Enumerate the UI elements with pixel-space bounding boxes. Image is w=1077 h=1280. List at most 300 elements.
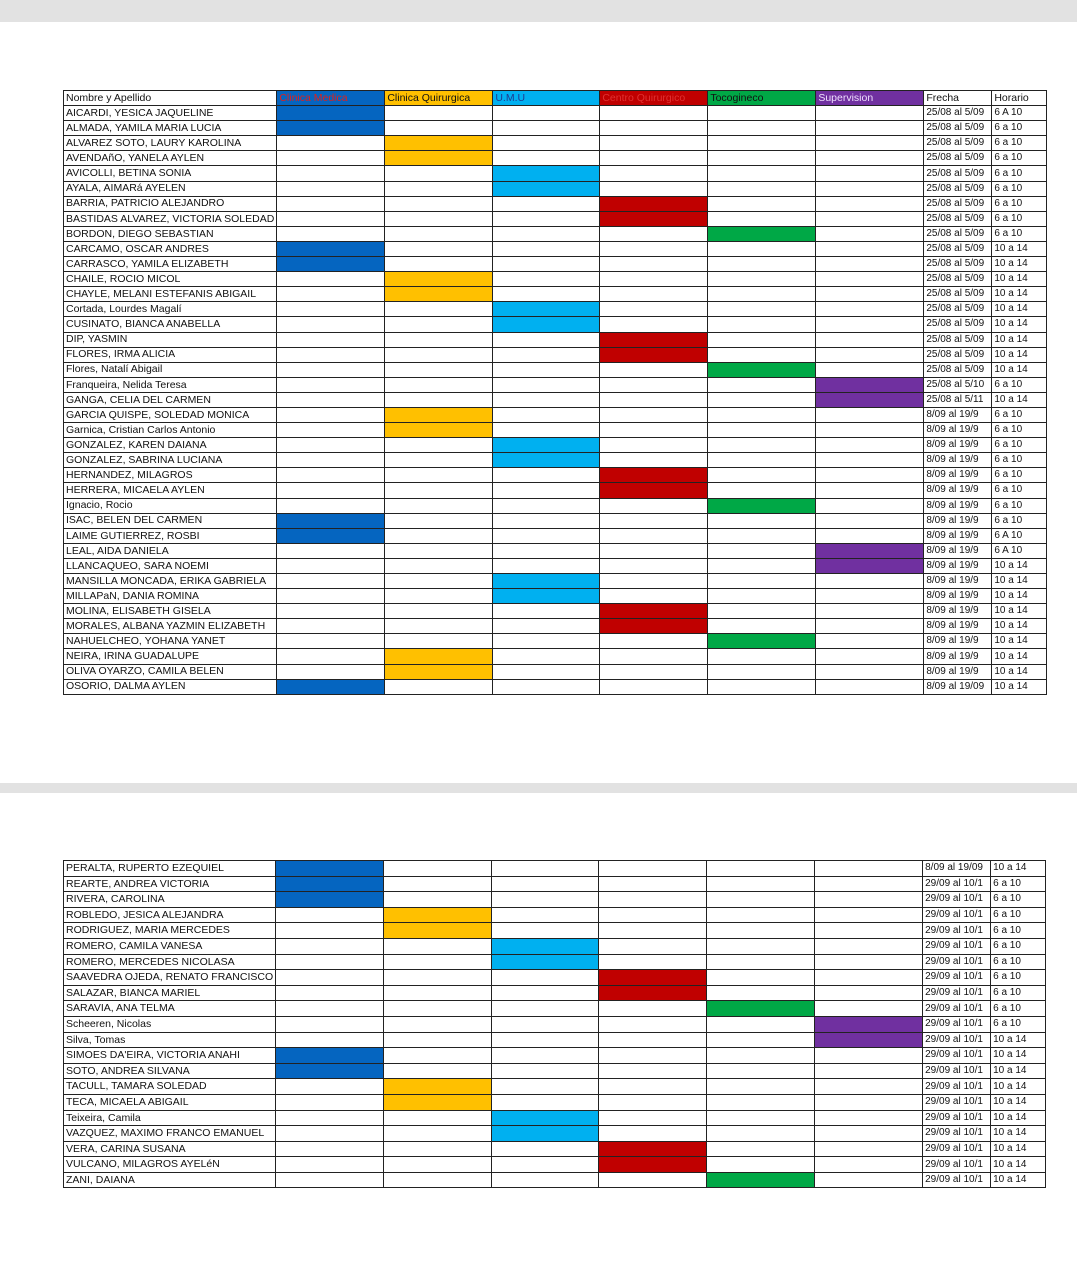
area-cell xyxy=(277,604,385,619)
area-cell xyxy=(277,423,385,438)
fecha-cell: 29/09 al 10/1 xyxy=(923,1094,991,1110)
area-cell xyxy=(708,679,816,694)
area-cell xyxy=(708,332,816,347)
fecha-cell: 29/09 al 10/1 xyxy=(923,1126,991,1142)
fecha-cell: 25/08 al 5/09 xyxy=(924,226,992,241)
assigned-area-cell xyxy=(385,272,493,287)
area-cell xyxy=(276,985,384,1001)
area-cell xyxy=(816,121,924,136)
fecha-cell: 8/09 al 19/9 xyxy=(924,558,992,573)
area-cell xyxy=(492,1063,599,1079)
fecha-cell: 25/08 al 5/09 xyxy=(924,272,992,287)
table-row xyxy=(64,1094,1046,1110)
area-cell xyxy=(708,543,816,558)
area-cell xyxy=(276,1079,384,1095)
horario-cell: 6 a 10 xyxy=(992,196,1047,211)
student-name-text: LEAL, AIDA DANIELA xyxy=(66,544,169,557)
student-name xyxy=(64,151,277,166)
horario-cell: 6 a 10 xyxy=(992,151,1047,166)
area-cell xyxy=(815,907,923,923)
horario-cell: 10 a 14 xyxy=(992,679,1047,694)
table-row xyxy=(64,226,1047,241)
area-cell xyxy=(493,377,600,392)
horario-cell: 6 a 10 xyxy=(991,970,1046,986)
assigned-area-cell xyxy=(384,923,492,939)
area-cell xyxy=(385,241,493,256)
table-row xyxy=(64,106,1047,121)
area-cell xyxy=(708,302,816,317)
table-row xyxy=(64,196,1047,211)
area-cell xyxy=(815,1094,923,1110)
assigned-area-cell xyxy=(493,181,600,196)
area-cell xyxy=(600,136,708,151)
area-cell xyxy=(707,1141,815,1157)
header-area-umu: U.M.U xyxy=(493,91,600,106)
student-name xyxy=(64,226,277,241)
area-cell xyxy=(276,1016,384,1032)
area-cell xyxy=(815,970,923,986)
fecha-cell: 25/08 al 5/09 xyxy=(924,181,992,196)
area-cell xyxy=(600,272,708,287)
area-cell xyxy=(815,1141,923,1157)
assigned-area-cell xyxy=(277,257,385,272)
area-cell xyxy=(708,196,816,211)
fecha-cell: 29/09 al 10/1 xyxy=(923,970,991,986)
student-name xyxy=(64,649,277,664)
area-cell xyxy=(493,558,600,573)
area-cell xyxy=(385,211,493,226)
table-row xyxy=(64,1126,1046,1142)
area-cell xyxy=(492,907,599,923)
student-name-text: CUSINATO, BIANCA ANABELLA xyxy=(66,318,221,331)
table-row xyxy=(64,438,1047,453)
area-cell xyxy=(708,483,816,498)
area-cell xyxy=(599,1032,707,1048)
area-cell xyxy=(385,604,493,619)
area-cell xyxy=(493,528,600,543)
area-cell xyxy=(277,332,385,347)
area-cell xyxy=(493,423,600,438)
student-name xyxy=(64,679,277,694)
area-cell xyxy=(600,362,708,377)
area-cell xyxy=(815,1001,923,1017)
horario-cell: 10 a 14 xyxy=(991,1032,1046,1048)
area-cell xyxy=(493,468,600,483)
area-cell xyxy=(816,166,924,181)
area-cell xyxy=(599,1172,707,1188)
area-cell xyxy=(277,151,385,166)
table-row xyxy=(64,302,1047,317)
student-name-text: NEIRA, IRINA GUADALUPE xyxy=(66,650,200,663)
assigned-area-cell xyxy=(385,407,493,422)
area-cell xyxy=(385,106,493,121)
fecha-cell: 25/08 al 5/09 xyxy=(924,332,992,347)
student-name xyxy=(64,513,277,528)
area-cell xyxy=(816,211,924,226)
fecha-cell: 8/09 al 19/9 xyxy=(924,604,992,619)
fecha-cell: 25/08 al 5/09 xyxy=(924,166,992,181)
assigned-area-cell xyxy=(492,954,599,970)
area-cell xyxy=(600,498,708,513)
student-name-text: ROMERO, CAMILA VANESA xyxy=(66,940,203,953)
area-cell xyxy=(277,226,385,241)
student-name-text: MILLAPaN, DANIA ROMINA xyxy=(66,589,200,602)
area-cell xyxy=(492,970,599,986)
student-name-text: NAHUELCHEO, YOHANA YANET xyxy=(66,635,226,648)
table-row xyxy=(64,468,1047,483)
area-cell xyxy=(493,543,600,558)
area-cell xyxy=(277,664,385,679)
table-row xyxy=(64,892,1046,908)
table-row xyxy=(64,166,1047,181)
area-cell xyxy=(708,453,816,468)
area-cell xyxy=(385,121,493,136)
table-row xyxy=(64,938,1046,954)
area-cell xyxy=(708,347,816,362)
area-cell xyxy=(600,151,708,166)
fecha-cell: 8/09 al 19/9 xyxy=(924,438,992,453)
area-cell xyxy=(600,679,708,694)
area-cell xyxy=(707,1157,815,1173)
page-separator xyxy=(0,783,1077,793)
area-cell xyxy=(816,498,924,513)
area-cell xyxy=(493,483,600,498)
student-name-text: SAAVEDRA OJEDA, RENATO FRANCISCO xyxy=(66,971,274,984)
area-cell xyxy=(600,121,708,136)
student-name xyxy=(64,861,276,877)
area-cell xyxy=(816,287,924,302)
student-name-text: PERALTA, RUPERTO EZEQUIEL xyxy=(66,862,224,875)
area-cell xyxy=(493,121,600,136)
student-name xyxy=(64,332,277,347)
area-cell xyxy=(599,1063,707,1079)
area-cell xyxy=(385,317,493,332)
horario-cell: 6 a 10 xyxy=(991,985,1046,1001)
student-name-text: GONZALEZ, KAREN DAIANA xyxy=(66,438,207,451)
table-row xyxy=(64,211,1047,226)
student-name-text: LAIME GUTIERREZ, ROSBI xyxy=(66,529,200,542)
area-cell xyxy=(493,604,600,619)
student-name xyxy=(64,196,277,211)
assigned-area-cell xyxy=(276,1063,384,1079)
area-cell xyxy=(600,166,708,181)
assigned-area-cell xyxy=(816,543,924,558)
area-cell xyxy=(384,970,492,986)
fecha-cell: 29/09 al 10/1 xyxy=(923,1001,991,1017)
area-cell xyxy=(600,181,708,196)
student-name-text: ROBLEDO, JESICA ALEJANDRA xyxy=(66,908,224,921)
assigned-area-cell xyxy=(708,498,816,513)
area-cell xyxy=(384,876,492,892)
fecha-cell: 25/08 al 5/09 xyxy=(924,241,992,256)
area-cell xyxy=(493,257,600,272)
student-name xyxy=(64,664,277,679)
student-name xyxy=(64,543,277,558)
area-cell xyxy=(276,907,384,923)
area-cell xyxy=(385,619,493,634)
horario-cell: 6 a 10 xyxy=(991,923,1046,939)
assigned-area-cell xyxy=(493,589,600,604)
assigned-area-cell xyxy=(277,528,385,543)
area-cell xyxy=(708,211,816,226)
assigned-area-cell xyxy=(600,604,708,619)
area-cell xyxy=(600,317,708,332)
horario-cell: 6 a 10 xyxy=(992,423,1047,438)
student-name xyxy=(64,166,277,181)
table-row xyxy=(64,453,1047,468)
area-cell xyxy=(385,679,493,694)
student-name-text: ZANI, DAIANA xyxy=(66,1173,135,1186)
fecha-cell: 8/09 al 19/9 xyxy=(924,483,992,498)
area-cell xyxy=(708,272,816,287)
area-cell xyxy=(707,1063,815,1079)
area-cell xyxy=(277,634,385,649)
table-row xyxy=(64,1048,1046,1064)
student-name-text: BASTIDAS ALVAREZ, VICTORIA SOLEDAD xyxy=(66,212,275,225)
area-cell xyxy=(493,362,600,377)
student-name xyxy=(64,302,277,317)
fecha-cell: 29/09 al 10/1 xyxy=(923,938,991,954)
area-cell xyxy=(276,1094,384,1110)
horario-cell: 6 A 10 xyxy=(992,106,1047,121)
assigned-area-cell xyxy=(277,241,385,256)
fecha-cell: 29/09 al 10/1 xyxy=(923,1063,991,1079)
student-name xyxy=(64,106,277,121)
student-name xyxy=(64,892,276,908)
area-cell xyxy=(707,923,815,939)
area-cell xyxy=(708,392,816,407)
area-cell xyxy=(384,1048,492,1064)
student-name xyxy=(64,211,277,226)
table-row xyxy=(64,121,1047,136)
student-name-text: BARRIA, PATRICIO ALEJANDRO xyxy=(66,197,225,210)
assigned-area-cell xyxy=(815,1032,923,1048)
student-name xyxy=(64,483,277,498)
area-cell xyxy=(493,619,600,634)
area-cell xyxy=(492,985,599,1001)
area-cell xyxy=(816,649,924,664)
area-cell xyxy=(816,453,924,468)
assigned-area-cell xyxy=(708,226,816,241)
fecha-cell: 25/08 al 5/09 xyxy=(924,257,992,272)
area-cell xyxy=(492,892,599,908)
area-cell xyxy=(599,1094,707,1110)
area-cell xyxy=(276,1001,384,1017)
table-row xyxy=(64,257,1047,272)
fecha-cell: 29/09 al 10/1 xyxy=(923,1048,991,1064)
assigned-area-cell xyxy=(277,106,385,121)
horario-cell: 6 a 10 xyxy=(992,407,1047,422)
area-cell xyxy=(493,634,600,649)
student-name-text: CARRASCO, YAMILA ELIZABETH xyxy=(66,257,229,270)
area-cell xyxy=(707,1079,815,1095)
student-name xyxy=(64,1126,276,1142)
student-name xyxy=(64,453,277,468)
fecha-cell: 8/09 al 19/9 xyxy=(924,543,992,558)
horario-cell: 10 a 14 xyxy=(991,861,1046,877)
area-cell xyxy=(385,392,493,407)
student-name-text: ALVAREZ SOTO, LAURY KAROLINA xyxy=(66,137,242,150)
area-cell xyxy=(493,151,600,166)
header-row xyxy=(64,91,1047,106)
assigned-area-cell xyxy=(600,211,708,226)
table-row xyxy=(64,392,1047,407)
area-cell xyxy=(707,954,815,970)
area-cell xyxy=(815,938,923,954)
horario-cell: 6 a 10 xyxy=(991,954,1046,970)
fecha-cell: 29/09 al 10/1 xyxy=(923,954,991,970)
student-name xyxy=(64,1063,276,1079)
area-cell xyxy=(385,453,493,468)
fecha-cell: 8/09 al 19/9 xyxy=(924,528,992,543)
assigned-area-cell xyxy=(600,468,708,483)
horario-cell: 10 a 14 xyxy=(992,589,1047,604)
table-row xyxy=(64,1016,1046,1032)
student-name xyxy=(64,558,277,573)
area-cell xyxy=(599,938,707,954)
area-cell xyxy=(816,226,924,241)
area-cell xyxy=(385,438,493,453)
area-cell xyxy=(384,954,492,970)
area-cell xyxy=(385,558,493,573)
student-name-text: TECA, MICAELA ABIGAIL xyxy=(66,1095,189,1108)
area-cell xyxy=(816,513,924,528)
area-cell xyxy=(815,861,923,877)
area-cell xyxy=(384,1016,492,1032)
area-cell xyxy=(276,923,384,939)
assigned-area-cell xyxy=(384,907,492,923)
horario-cell: 6 a 10 xyxy=(992,166,1047,181)
area-cell xyxy=(600,287,708,302)
horario-cell: 6 a 10 xyxy=(992,453,1047,468)
area-cell xyxy=(277,317,385,332)
assigned-area-cell xyxy=(385,664,493,679)
area-cell xyxy=(385,528,493,543)
area-cell xyxy=(277,181,385,196)
area-cell xyxy=(816,302,924,317)
area-cell xyxy=(277,483,385,498)
horario-cell: 10 a 14 xyxy=(992,392,1047,407)
table-row xyxy=(64,1141,1046,1157)
area-cell xyxy=(493,106,600,121)
fecha-cell: 29/09 al 10/1 xyxy=(923,1172,991,1188)
area-cell xyxy=(816,272,924,287)
area-cell xyxy=(600,302,708,317)
area-cell xyxy=(492,1094,599,1110)
assigned-area-cell xyxy=(600,347,708,362)
area-cell xyxy=(277,302,385,317)
student-name xyxy=(64,498,277,513)
area-cell xyxy=(385,302,493,317)
area-cell xyxy=(385,377,493,392)
table-row xyxy=(64,272,1047,287)
student-name-text: BORDON, DIEGO SEBASTIAN xyxy=(66,227,214,240)
horario-cell: 10 a 14 xyxy=(992,619,1047,634)
area-cell xyxy=(599,954,707,970)
student-name xyxy=(64,985,276,1001)
area-cell xyxy=(276,1172,384,1188)
area-cell xyxy=(385,196,493,211)
table-row xyxy=(64,574,1047,589)
horario-cell: 10 a 14 xyxy=(991,1110,1046,1126)
horario-cell: 10 a 14 xyxy=(991,1157,1046,1173)
area-cell xyxy=(384,892,492,908)
student-name xyxy=(64,954,276,970)
area-cell xyxy=(492,1016,599,1032)
area-cell xyxy=(815,923,923,939)
area-cell xyxy=(277,498,385,513)
area-cell xyxy=(492,1079,599,1095)
area-cell xyxy=(708,257,816,272)
area-cell xyxy=(385,181,493,196)
area-cell xyxy=(385,468,493,483)
area-cell xyxy=(600,392,708,407)
area-cell xyxy=(599,923,707,939)
area-cell xyxy=(385,543,493,558)
area-cell xyxy=(277,407,385,422)
area-cell xyxy=(384,1172,492,1188)
table-row xyxy=(64,1110,1046,1126)
assigned-area-cell xyxy=(276,861,384,877)
fecha-cell: 25/08 al 5/09 xyxy=(924,317,992,332)
area-cell xyxy=(276,970,384,986)
assigned-area-cell xyxy=(600,332,708,347)
horario-cell: 6 a 10 xyxy=(992,513,1047,528)
horario-cell: 6 a 10 xyxy=(992,438,1047,453)
area-cell xyxy=(277,438,385,453)
student-name-text: Ignacio, Rocio xyxy=(66,499,133,512)
assigned-area-cell xyxy=(707,1001,815,1017)
student-name xyxy=(64,121,277,136)
area-cell xyxy=(385,257,493,272)
student-name xyxy=(64,468,277,483)
student-name-text: CHAILE, ROCIO MICOL xyxy=(66,272,181,285)
table-row xyxy=(64,513,1047,528)
fecha-cell: 25/08 al 5/09 xyxy=(924,106,992,121)
student-name xyxy=(64,241,277,256)
fecha-cell: 25/08 al 5/09 xyxy=(924,151,992,166)
area-cell xyxy=(493,679,600,694)
student-name-text: CARCAMO, OSCAR ANDRES xyxy=(66,242,209,255)
area-cell xyxy=(707,1016,815,1032)
horario-cell: 6 a 10 xyxy=(992,121,1047,136)
area-cell xyxy=(816,332,924,347)
student-name xyxy=(64,1094,276,1110)
area-cell xyxy=(385,332,493,347)
assigned-area-cell xyxy=(708,634,816,649)
table-row xyxy=(64,923,1046,939)
table-row xyxy=(64,287,1047,302)
assigned-area-cell xyxy=(385,423,493,438)
table-row xyxy=(64,241,1047,256)
area-cell xyxy=(708,664,816,679)
area-cell xyxy=(708,317,816,332)
student-name-text: CHAYLE, MELANI ESTEFANIS ABIGAIL xyxy=(66,288,257,301)
student-name xyxy=(64,287,277,302)
horario-cell: 10 a 14 xyxy=(992,287,1047,302)
assigned-area-cell xyxy=(276,876,384,892)
area-cell xyxy=(384,1126,492,1142)
header-area-centro-quirurgico: Centro Quirurgico xyxy=(600,91,708,106)
table-row xyxy=(64,907,1046,923)
horario-cell: 10 a 14 xyxy=(992,257,1047,272)
area-cell xyxy=(277,196,385,211)
horario-cell: 6 a 10 xyxy=(991,938,1046,954)
area-cell xyxy=(708,468,816,483)
area-cell xyxy=(816,664,924,679)
area-cell xyxy=(599,876,707,892)
area-cell xyxy=(708,166,816,181)
